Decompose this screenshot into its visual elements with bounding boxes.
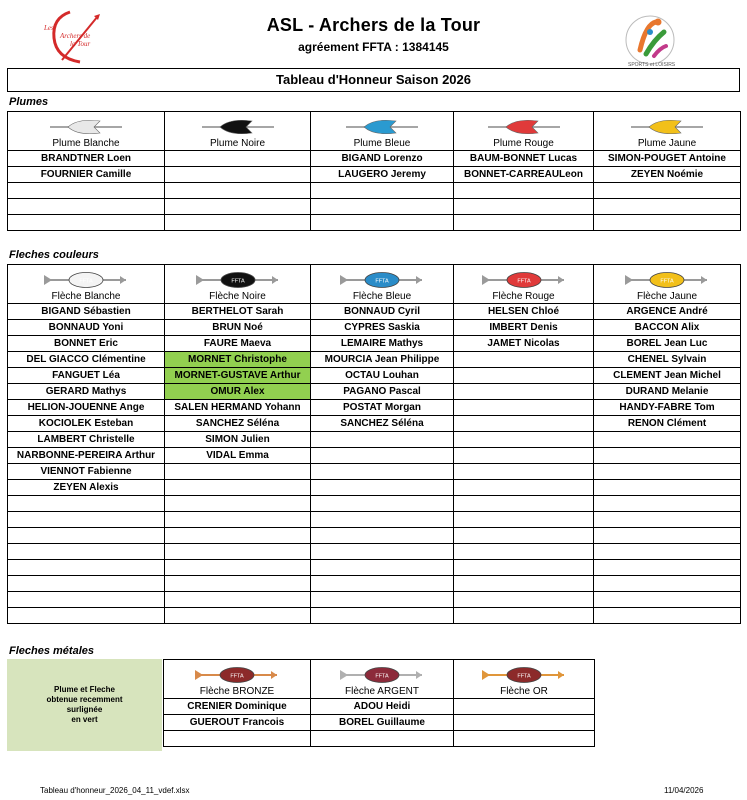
table-cell: [8, 592, 165, 608]
table-cell: BOREL Guillaume: [311, 715, 454, 731]
fleche-header-row: [8, 265, 741, 304]
table-cell: RENON Clément: [594, 416, 741, 432]
table-cell: [165, 151, 311, 167]
fleche-header-label: Flèche Bleue: [352, 291, 412, 302]
table-cell: [8, 496, 165, 512]
plume-icon: [8, 118, 164, 136]
table-cell: [594, 592, 741, 608]
table-cell: [311, 731, 454, 747]
table-cell: [594, 528, 741, 544]
table-cell: [311, 183, 454, 199]
table-cell: SIMON-POUGET Antoine: [594, 151, 741, 167]
table-row: [8, 464, 741, 480]
table-row: [8, 576, 741, 592]
table-cell: GUEROUT Francois: [164, 715, 311, 731]
plume-header-cell: [311, 112, 454, 151]
table-cell: [594, 448, 741, 464]
table-cell: [594, 199, 741, 215]
table-cell: [594, 544, 741, 560]
table-cell: ZEYEN Alexis: [8, 480, 165, 496]
table-cell: MORNET-GUSTAVE Arthur: [165, 368, 311, 384]
sports-loisirs-logo: [620, 10, 686, 70]
table-row: [8, 336, 741, 352]
table-cell: [594, 560, 741, 576]
table-row: [8, 560, 741, 576]
fleche-header-cell: [594, 265, 741, 304]
table-cell: NARBONNE-PEREIRA Arthur: [8, 448, 165, 464]
fleche-icon: [594, 271, 740, 289]
table-cell: CRENIER Dominique: [164, 699, 311, 715]
table-cell: [165, 576, 311, 592]
fleche-metal-header-label: Flèche BRONZE: [199, 686, 275, 697]
table-cell: FAURE Maeva: [165, 336, 311, 352]
table-cell: VIENNOT Fabienne: [8, 464, 165, 480]
table-cell: JAMET Nicolas: [454, 336, 594, 352]
fleche-metal-header-label: Flèche OR: [500, 686, 548, 697]
table-cell: [454, 384, 594, 400]
table-row: [8, 592, 741, 608]
plume-header-cell: [8, 112, 165, 151]
table-cell: OMUR Alex: [165, 384, 311, 400]
table-row: [8, 384, 741, 400]
table-cell: FANGUET Léa: [8, 368, 165, 384]
footer-filename: Tableau d'honneur_2026_04_11_vdef.xlsx: [40, 786, 190, 795]
fleche-metal-header-cell: [311, 660, 454, 699]
table-cell: [454, 576, 594, 592]
fleche-metal-header-cell: [164, 660, 311, 699]
plume-icon: [311, 118, 453, 136]
table-cell: [311, 512, 454, 528]
fleche-header-cell: [8, 265, 165, 304]
table-row: [8, 448, 741, 464]
table-cell: [454, 544, 594, 560]
table-row: [8, 215, 741, 231]
table-row: [8, 183, 741, 199]
table-cell: [165, 183, 311, 199]
fleche-icon: [311, 271, 453, 289]
plume-header-cell: [165, 112, 311, 151]
footer-date: 11/04/2026: [664, 786, 704, 795]
section-title-plumes: Plumes: [9, 96, 49, 108]
table-cell: [454, 183, 594, 199]
table-row: [8, 432, 741, 448]
table-cell: [165, 167, 311, 183]
table-cell: KOCIOLEK Esteban: [8, 416, 165, 432]
table-cell: VIDAL Emma: [165, 448, 311, 464]
table-cell: [454, 432, 594, 448]
table-cell: [8, 528, 165, 544]
table-cell: [594, 512, 741, 528]
table-cell: BIGAND Sébastien: [8, 304, 165, 320]
table-cell: SIMON Julien: [165, 432, 311, 448]
svg-text:FFTA: FFTA: [660, 278, 674, 285]
table-cell: [311, 608, 454, 624]
metales-table: [163, 659, 595, 747]
table-cell: BAUM-BONNET Lucas: [454, 151, 594, 167]
table-row: [8, 167, 741, 183]
table-cell: LAUGERO Jeremy: [311, 167, 454, 183]
table-cell: DEL GIACCO Clémentine: [8, 352, 165, 368]
table-cell: [311, 448, 454, 464]
table-cell: [454, 416, 594, 432]
plume-header-label: Plume Noire: [209, 138, 266, 149]
section-title-fleches-metales: Fleches métales: [9, 645, 94, 657]
table-cell: [311, 544, 454, 560]
table-cell: [454, 608, 594, 624]
table-cell: [311, 199, 454, 215]
table-cell: [454, 512, 594, 528]
fleche-icon: [454, 271, 593, 289]
table-cell: [594, 576, 741, 592]
table-row: [8, 199, 741, 215]
table-cell: [8, 608, 165, 624]
fleche-metal-icon: [454, 666, 594, 684]
table-cell: [454, 480, 594, 496]
table-cell: BIGAND Lorenzo: [311, 151, 454, 167]
table-cell: [311, 432, 454, 448]
table-cell: [594, 480, 741, 496]
table-cell: DURAND Melanie: [594, 384, 741, 400]
table-cell: [454, 368, 594, 384]
table-cell: [8, 560, 165, 576]
table-cell: FOURNIER Camille: [8, 167, 165, 183]
svg-text:FFTA: FFTA: [230, 278, 245, 285]
table-cell: [165, 215, 311, 231]
svg-text:FFTA: FFTA: [79, 278, 93, 285]
fleche-header-label: Flèche Jaune: [636, 291, 698, 302]
table-cell: [594, 432, 741, 448]
plume-header-row: [8, 112, 741, 151]
table-cell: [594, 183, 741, 199]
table-cell: [311, 464, 454, 480]
table-cell: MOURCIA Jean Philippe: [311, 352, 454, 368]
table-cell: [165, 528, 311, 544]
honor-board-banner: Tableau d'Honneur Saison 2026: [7, 68, 740, 92]
table-row: [8, 480, 741, 496]
table-cell: SALEN HERMAND Yohann: [165, 400, 311, 416]
table-cell: [165, 608, 311, 624]
table-cell: [594, 215, 741, 231]
table-row: [164, 715, 595, 731]
table-cell: BONNAUD Cyril: [311, 304, 454, 320]
table-cell: [8, 183, 165, 199]
table-row: [8, 512, 741, 528]
table-cell: [311, 496, 454, 512]
table-cell: [454, 448, 594, 464]
table-row: [8, 608, 741, 624]
table-cell: ADOU Heidi: [311, 699, 454, 715]
table-row: [164, 731, 595, 747]
table-cell: [165, 496, 311, 512]
fleche-icon: [8, 271, 164, 289]
table-cell: BERTHELOT Sarah: [165, 304, 311, 320]
table-cell: PAGANO Pascal: [311, 384, 454, 400]
table-cell: [454, 592, 594, 608]
table-cell: [454, 496, 594, 512]
table-cell: BOREL Jean Luc: [594, 336, 741, 352]
table-cell: [454, 464, 594, 480]
note-line: surlignée: [66, 705, 103, 714]
fleche-metal-icon: [164, 666, 310, 684]
svg-text:FFTA: FFTA: [516, 278, 531, 285]
plume-header-cell: [594, 112, 741, 151]
table-row: [8, 368, 741, 384]
table-cell: CYPRES Saskia: [311, 320, 454, 336]
table-cell: POSTAT Morgan: [311, 400, 454, 416]
table-cell: [454, 560, 594, 576]
table-cell: SANCHEZ Séléna: [311, 416, 454, 432]
table-cell: MORNET Christophe: [165, 352, 311, 368]
plume-icon: [594, 118, 740, 136]
table-cell: GERARD Mathys: [8, 384, 165, 400]
note-line: obtenue recemment: [46, 695, 123, 704]
table-cell: LEMAIRE Mathys: [311, 336, 454, 352]
fleche-metal-header-label: Flèche ARGENT: [345, 686, 419, 697]
table-cell: [454, 715, 595, 731]
table-cell: [165, 480, 311, 496]
table-row: [8, 352, 741, 368]
plume-header-label: Plume Blanche: [52, 138, 120, 149]
fleche-header-label: Flèche Noire: [209, 291, 266, 302]
club-title: ASL - Archers de la Tour: [266, 15, 481, 35]
table-cell: [311, 592, 454, 608]
table-cell: IMBERT Denis: [454, 320, 594, 336]
table-cell: [165, 544, 311, 560]
table-cell: BRANDTNER Loen: [8, 151, 165, 167]
table-cell: [454, 199, 594, 215]
plume-icon: [165, 118, 310, 136]
table-cell: LAMBERT Christelle: [8, 432, 165, 448]
svg-text:SPORTS et LOISIRS: SPORTS et LOISIRS: [628, 62, 676, 68]
table-cell: [311, 576, 454, 592]
table-cell: BACCON Alix: [594, 320, 741, 336]
table-cell: ZEYEN Noémie: [594, 167, 741, 183]
table-cell: [8, 215, 165, 231]
fleche-header-label: Flèche Blanche: [51, 291, 121, 302]
table-cell: [454, 731, 595, 747]
table-cell: [8, 544, 165, 560]
table-cell: [594, 464, 741, 480]
table-cell: [164, 731, 311, 747]
table-row: [8, 151, 741, 167]
table-cell: [8, 199, 165, 215]
table-row: [8, 304, 741, 320]
table-cell: BRUN Noé: [165, 320, 311, 336]
table-cell: [165, 464, 311, 480]
table-cell: CHENEL Sylvain: [594, 352, 741, 368]
fleche-header-label: Flèche Rouge: [492, 291, 555, 302]
table-cell: HANDY-FABRE Tom: [594, 400, 741, 416]
fleche-header-cell: [311, 265, 454, 304]
table-cell: [311, 560, 454, 576]
plume-header-cell: [454, 112, 594, 151]
table-cell: OCTAU Louhan: [311, 368, 454, 384]
table-cell: [594, 496, 741, 512]
table-cell: [454, 400, 594, 416]
table-cell: [454, 528, 594, 544]
ffta-agreement: agréement FFTA : 1384145: [298, 40, 449, 54]
fleche-header-cell: [454, 265, 594, 304]
table-cell: [165, 560, 311, 576]
table-cell: [594, 608, 741, 624]
table-cell: [8, 512, 165, 528]
fleche-header-cell: [165, 265, 311, 304]
fleche-metal-icon: [311, 666, 453, 684]
plume-header-label: Plume Jaune: [637, 138, 697, 149]
highlight-legend-note: [7, 659, 162, 751]
table-row: [8, 416, 741, 432]
fleche-metal-header-row: [164, 660, 595, 699]
plume-icon: [454, 118, 593, 136]
fleches-table: [7, 264, 741, 624]
table-cell: [8, 576, 165, 592]
table-cell: [454, 352, 594, 368]
table-cell: BONNET Eric: [8, 336, 165, 352]
table-cell: [454, 699, 595, 715]
table-cell: [165, 592, 311, 608]
section-title-fleches-couleurs: Fleches couleurs: [9, 249, 99, 261]
table-cell: [311, 528, 454, 544]
svg-text:la Tour: la Tour: [70, 40, 91, 48]
table-cell: BONNAUD Yoni: [8, 320, 165, 336]
svg-text:FFTA: FFTA: [230, 673, 244, 680]
table-cell: HELION-JOUENNE Ange: [8, 400, 165, 416]
table-cell: ARGENCE André: [594, 304, 741, 320]
table-row: [164, 699, 595, 715]
table-row: [8, 496, 741, 512]
svg-text:Archers de: Archers de: [60, 32, 91, 40]
table-cell: [165, 512, 311, 528]
table-cell: HELSEN Chloé: [454, 304, 594, 320]
svg-text:Les: Les: [44, 24, 54, 32]
table-row: [8, 400, 741, 416]
table-cell: [165, 199, 311, 215]
note-line: en vert: [71, 715, 98, 724]
plumes-table: [7, 111, 741, 231]
table-cell: BONNET-CARREAULeon: [454, 167, 594, 183]
table-cell: [454, 215, 594, 231]
plume-header-label: Plume Rouge: [493, 138, 554, 149]
table-cell: [311, 215, 454, 231]
table-row: [8, 544, 741, 560]
note-line: Plume et Fleche: [54, 685, 115, 694]
table-cell: CLEMENT Jean Michel: [594, 368, 741, 384]
table-row: [8, 528, 741, 544]
table-row: [8, 320, 741, 336]
table-cell: [311, 480, 454, 496]
svg-text:FFTA: FFTA: [517, 673, 531, 680]
plume-header-label: Plume Bleue: [353, 138, 411, 149]
fleche-metal-header-cell: [454, 660, 595, 699]
fleche-icon: [165, 271, 310, 289]
svg-text:FFTA: FFTA: [375, 278, 389, 285]
svg-text:FFTA: FFTA: [375, 673, 389, 680]
table-cell: SANCHEZ Séléna: [165, 416, 311, 432]
